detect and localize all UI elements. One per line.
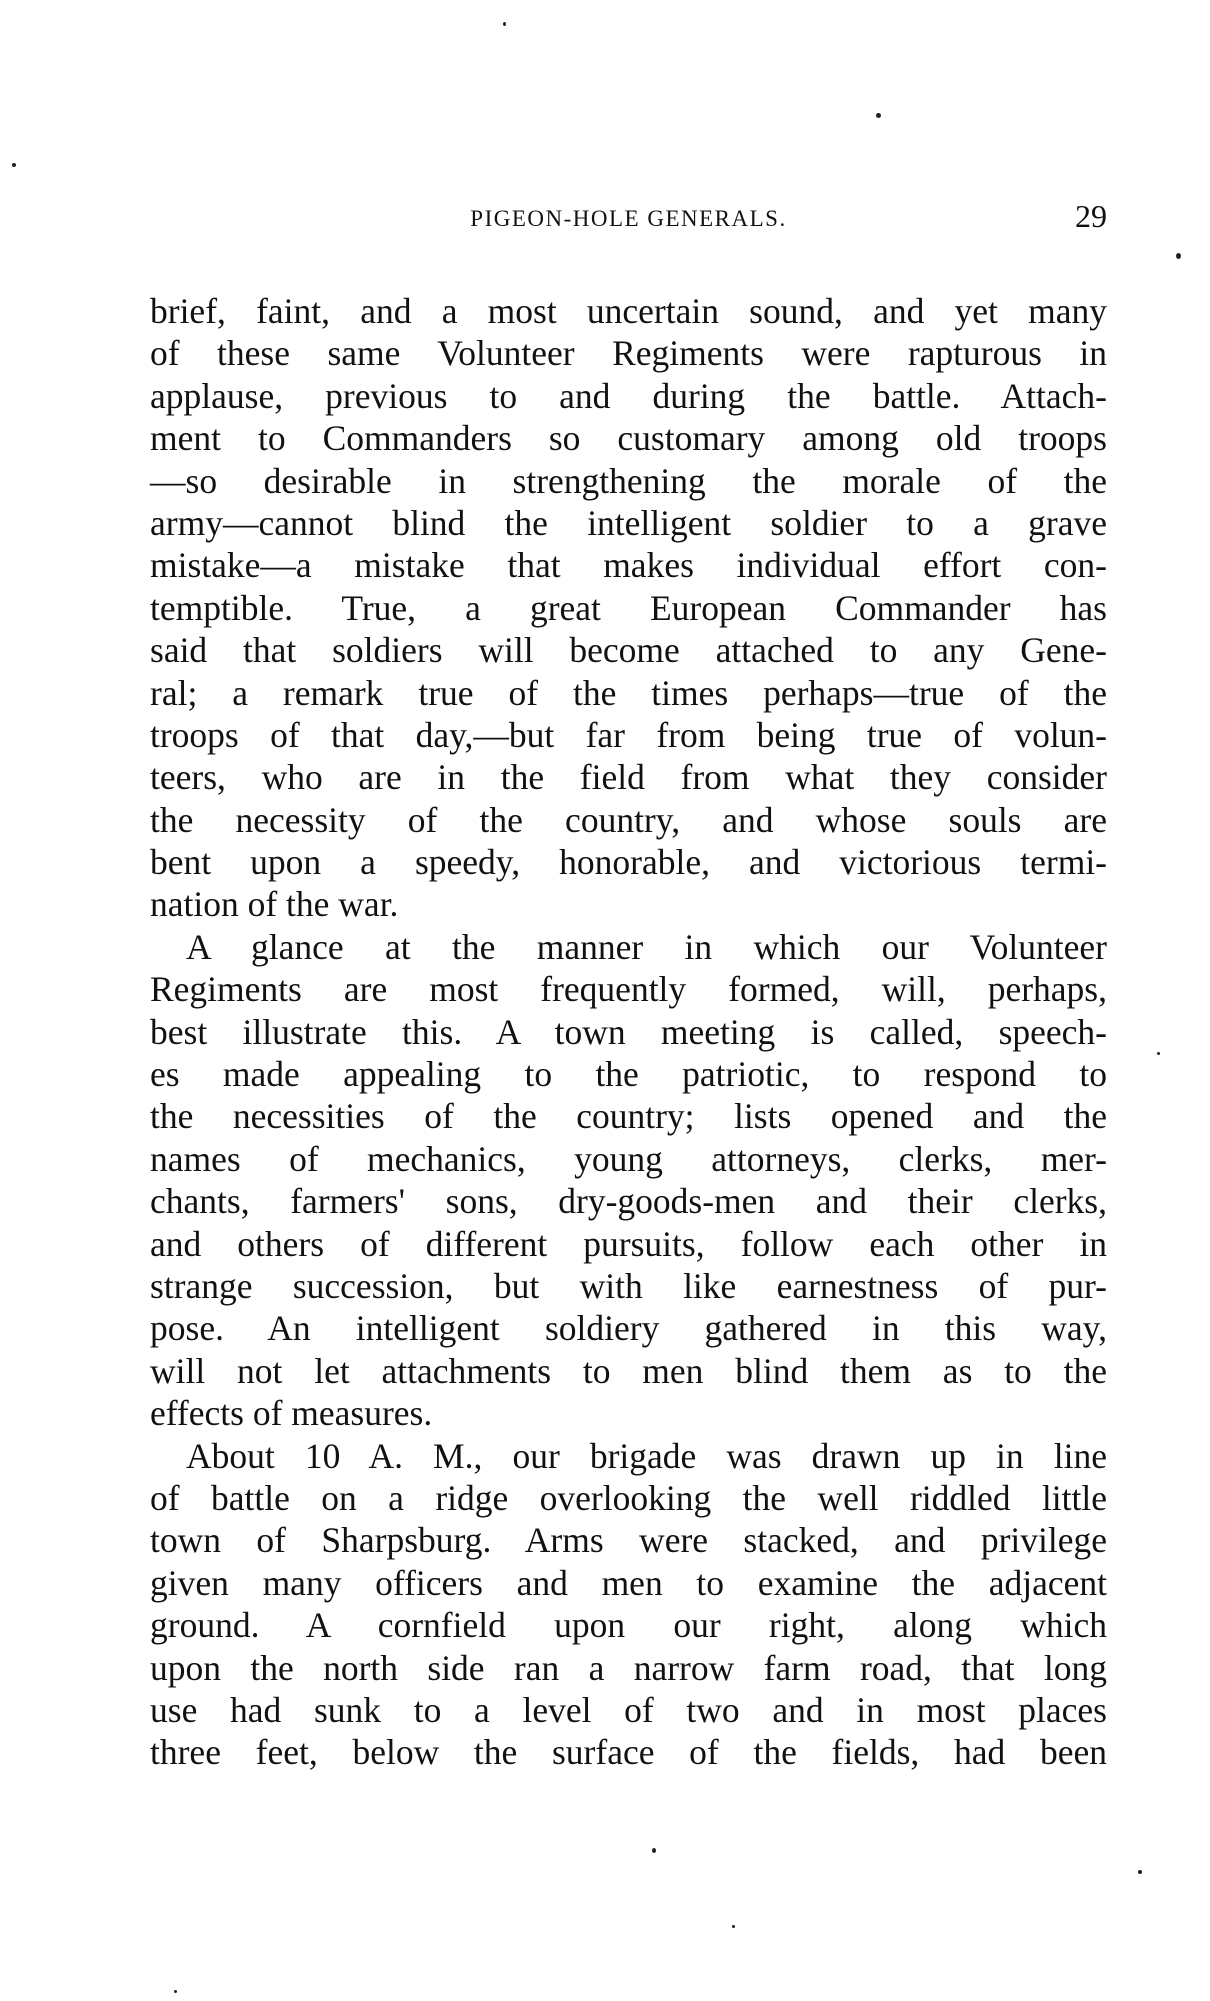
text-line: best illustrate this. A town meeting is called, speech- (150, 1011, 1107, 1052)
text-line: upon the north side ran a narrow farm road, that long (150, 1647, 1107, 1688)
text-line: bent upon a speedy, honorable, and victorious termi- (150, 842, 1107, 883)
text-line: teers, who are in the field from what they consider (150, 757, 1107, 798)
text-line: Regiments are most frequently formed, will, perhaps, (150, 969, 1107, 1010)
scan-speck (732, 1925, 735, 1928)
scan-speck (652, 1848, 656, 1853)
text-line: and others of different pursuits, follow each other in (150, 1223, 1107, 1264)
scan-speck (503, 22, 506, 26)
text-line: pose. An intelligent soldiery gathered in this way, (150, 1308, 1107, 1349)
scan-speck (876, 113, 881, 118)
scan-speck (1138, 1870, 1142, 1874)
scan-speck (1176, 253, 1181, 259)
body-text (150, 290, 1107, 1774)
text-line: mistake—a mistake that makes individual effort con- (150, 545, 1107, 586)
scan-speck (12, 163, 16, 167)
text-line: army—cannot blind the intelligent soldier to a grave (150, 502, 1107, 543)
text-line: brief, faint, and a most uncertain sound, and yet many (150, 291, 1107, 331)
text-line: applause, previous to and during the battle. Attach- (150, 375, 1107, 416)
text-line: the necessity of the country, and whose souls are (150, 799, 1107, 840)
text-line: —so desirable in strengthening the morale of the (150, 460, 1107, 501)
text-line: effects of measures. (150, 1393, 433, 1434)
text-line: use had sunk to a level of two and in most places (150, 1689, 1107, 1730)
text-line: chants, farmers' sons, dry-goods-men and their clerks, (150, 1181, 1107, 1222)
text-line: names of mechanics, young attorneys, clerks, mer- (150, 1138, 1107, 1179)
text-line: town of Sharpsburg. Arms were stacked, and privilege (150, 1520, 1107, 1561)
text-line: troops of that day,—but far from being true of volun- (150, 714, 1107, 755)
text-line: ment to Commanders so customary among old troops (150, 418, 1107, 459)
running-title: PIGEON-HOLE GENERALS. (470, 206, 787, 231)
text-line: said that soldiers will become attached to any Gene- (150, 630, 1107, 671)
page-header (150, 198, 1107, 238)
text-line: ral; a remark true of the times perhaps—true of the (150, 672, 1107, 713)
text-line: About 10 A. M., our brigade was drawn up in line (186, 1435, 1107, 1476)
text-line: A glance at the manner in which our Volunteer (186, 926, 1107, 967)
text-line: es made appealing to the patriotic, to respond to (150, 1054, 1107, 1095)
text-line: three feet, below the surface of the fields, had been (150, 1732, 1107, 1773)
scan-speck (174, 1990, 177, 1993)
scan-speck (1157, 1052, 1160, 1055)
text-line: temptible. True, a great European Commander has (150, 587, 1107, 628)
text-line: of battle on a ridge overlooking the well riddled little (150, 1477, 1107, 1518)
text-line: strange succession, but with like earnestness of pur- (150, 1265, 1107, 1306)
text-line: the necessities of the country; lists opened and the (150, 1096, 1107, 1137)
text-line: of these same Volunteer Regiments were rapturous in (150, 333, 1107, 374)
text-line: ground. A cornfield upon our right, along which (150, 1605, 1107, 1646)
text-line: given many officers and men to examine the adjacent (150, 1562, 1107, 1603)
text-line: will not let attachments to men blind them as to the (150, 1350, 1107, 1391)
text-line: nation of the war. (150, 884, 399, 925)
page-number: 29 (1075, 198, 1107, 234)
